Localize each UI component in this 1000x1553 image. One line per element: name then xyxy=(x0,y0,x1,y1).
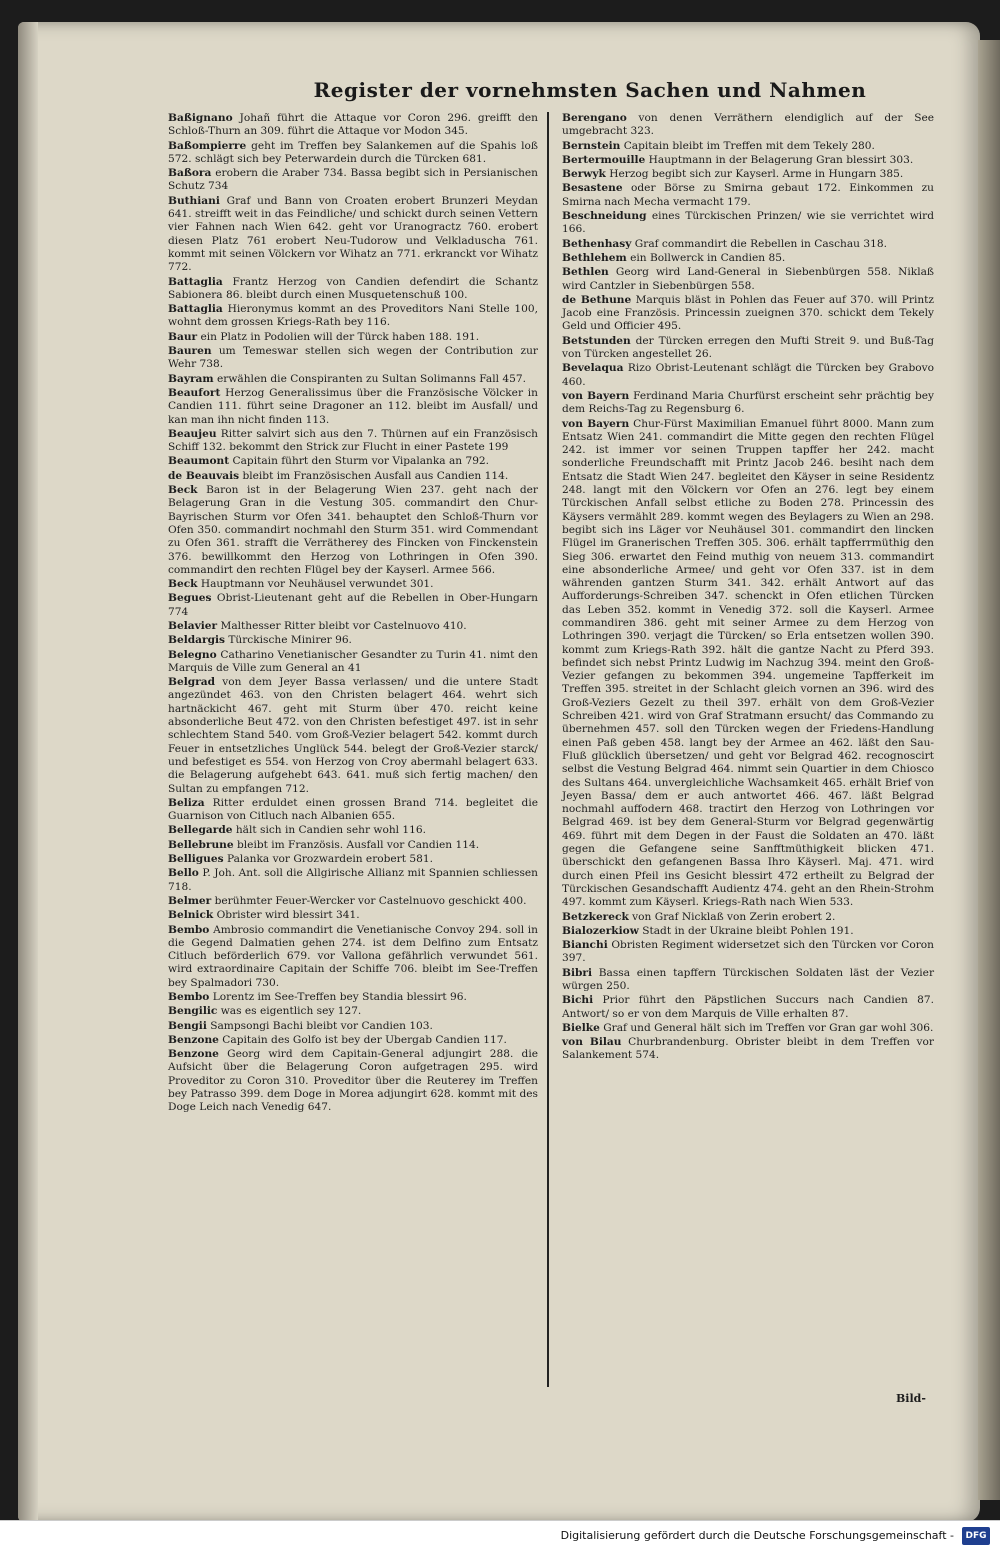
footer-text: Digitalisierung gefördert durch die Deutsche Forschungsgemeinschaft - xyxy=(560,1529,954,1542)
catchword: Bild- xyxy=(896,1392,926,1405)
index-entry-headword: Bernstein xyxy=(562,139,621,152)
index-entry-text: was es eigentlich sey 127. xyxy=(220,1005,362,1018)
index-entry-headword: Bembo xyxy=(168,923,210,936)
index-entry xyxy=(562,252,934,265)
index-entry xyxy=(562,911,934,924)
index-entry-text: Türckische Minirer 96. xyxy=(228,634,352,647)
index-entry-text: Chur-Fürst Maximilian Emanuel führt 8000. Mann zum Entsatz Wien 241. commandirt die Mitte gegen den rechten Flügel 242. ist immer vor seinen Truppen tapffer her 242. macht sonderliche Freundschafft mit Printz Jacob 246. besiht nach dem Entsatz die Stadt Wien 247. begleitet den Käyser in seine Residentz 248. langt mit den Völckern vor Ofen an 276. legt bey einem Türckischen Anfall selbst etliche zu Boden 278. Princessin des Käysers vermählt 289. kommt wegen des Beylagers zu Wien an 298. begibt sich ins Läger vor Neuhäusel 301. commandirt den lincken Flügel im Granerischen Treffen 305. 306. erhält tapfferrmüthig den Sieg 306. erwartet den Feind muthig von neuem 313. commandirt eine absonderliche Armee/ und geht vor Ofen 337. ist in dem währenden gantzen Sturm 341. 342. erhält Antwort auf das Aufforderungs-Schreiben 347. schenckt in Ofen etlichen Türcken das Leben 352. kommt in Venedig 372. soll die Kayserl. Armee commandiren 386. geht mit seiner Armee zu dem Herzog von Lothringen 390. verjagt die Türcken/ so Erla entsetzen wollen 390. kommt zum Kriegs-Rath 392. hält die gantze Nacht zu Pferd 393. befindet sich nebst Printz Ludwig im Nachzug 394. meint den Groß-Vezier gefangen zu bekommen 394. ungemeine Tapfferkeit im Treffen 395. streitet in der Schlacht gleich vornen an 396. wird des Groß-Veziers Gezelt zu theil 397. erhält von dem Groß-Vezier Schreiben 421. wird von Graf Stratmann ersucht/ das Commando zu übernehmen 457. soll den Türcken wegen der Friedens-Handlung einen Paß geben 458. langt bey der Armee an 462. läßt den Sau-Fluß glücklich übersetzen/ und geht vor Belgrad 462. recognoscirt selbst die Vestung Belgrad 464. nimmt sein Quartier in dem Chiosco des Sultans 464. unvergleichliche Wachsamkeit 465. erhält Brief von Jeyen Bassa/ dem er auch antwortet 466. 467. läßt Belgrad nochmahl auffodern 468. tractirt den Herzog von Lothringen vor Belgrad 469. ist bey dem General-Sturm vor Belgrad gegenwärtig 469. führt mit dem Degen in der Faust die Soldaten an 470. läßt gegen die Gefangene seine Sanfftmüthigkeit blicken 471. überschickt den gefangenen Bassa Ihro Käyserl. Maj. 471. wird durch einen Pfeil ins Gesicht blessirt 472 ertheilt zu Belgrad der Türckischen Gesandschafft Audientz 474. geht an den Rhein-Strohm 497. kommt zum Käyserl. Kriegs-Rath nach Wien 533. xyxy=(562,417,934,909)
index-entry-text: Churbrandenburg. Obrister bleibt in dem Treffen vor Salankement 574. xyxy=(562,1036,934,1062)
index-entry-text: Catharino Venetianischer Gesandter zu Turin 41. nimt den Marquis de Ville zum General an 41 xyxy=(168,648,539,674)
index-entry-headword: Begues xyxy=(168,592,212,605)
index-entry-headword: Beschneidung xyxy=(562,210,647,223)
page-gutter xyxy=(18,22,38,1522)
index-entry-text: Graf und Bann von Croaten erobert Brunzeri Meydan 641. streifft weit in das Feindliche/ und schickt durch seinen Vettern vier Fahnen nach Wien 642. geht vor Uranogractz 760. erobert diesen Platz 761 erobert Neu-Tudorow und Velkladuscha 761. kommt mit seinen Völckern vor Wihatz an 771. erkranckt vor Wihatz 772. xyxy=(168,194,539,274)
index-entry xyxy=(168,484,538,577)
index-entry-text: um Temeswar stellen sich wegen der Contribution zur Wehr 738. xyxy=(168,345,538,371)
index-entry xyxy=(562,967,934,994)
index-entry xyxy=(168,676,538,796)
index-entry xyxy=(562,112,934,139)
index-entry-text: Ferdinand Maria Churfürst erscheint sehr prächtig bey dem Reichs-Tag zu Regensburg 6. xyxy=(562,389,934,416)
index-entry-text: Capitain bleibt im Treffen mit dem Tekely 280. xyxy=(623,139,875,152)
index-entry-text: Prior führt den Päpstlichen Succurs nach Candien 87. Antwort/ so er von dem Marquis de Ville erhalten 87. xyxy=(562,994,934,1020)
index-entry-text: oder Börse zu Smirna gebaut 172. Einkommen zu Smirna nach Mecha vermacht 179. xyxy=(562,182,934,208)
index-entry-text: Ambrosio commandirt die Venetianische Convoy 294. soll in die Gegend Dalmatien gehen 274. ist dem Delfino zum Entsatz Citluch beförderlich 679. vor Vallona gefährlich verwundet 561. wird extraordinaire Capitain der Schiffe 706. bleibt im See-Treffen bey Spalmadori 730. xyxy=(168,923,538,989)
index-entry xyxy=(562,390,934,417)
index-column-left xyxy=(168,112,538,1116)
index-entry xyxy=(562,418,934,910)
index-entry xyxy=(562,168,934,181)
index-entry-text: Marquis bläst in Pohlen das Feuer auf 370. will Printz Jacob eine Französis. Princessin zueignen 370. schickt dem Tekely Geld und Officier 495. xyxy=(562,293,934,333)
index-entry xyxy=(168,112,538,139)
index-entry-text: Herzog begibt sich zur Kayserl. Arme in Hungarn 385. xyxy=(609,168,904,181)
index-entry-text: eines Türckischen Prinzen/ wie sie verrichtet wird 166. xyxy=(562,210,934,236)
index-entry-headword: Bialozerkiow xyxy=(562,924,639,937)
index-entry-headword: Baßora xyxy=(168,167,212,180)
page-header-text: Register der vornehmsten Sachen und Nahmen xyxy=(313,78,867,102)
index-entry xyxy=(168,839,538,852)
index-entry xyxy=(168,1005,538,1018)
index-entry-headword: de Beauvais xyxy=(168,469,240,482)
index-entry xyxy=(168,620,538,633)
dfg-logo: DFG xyxy=(962,1527,990,1545)
index-entry-headword: Beliza xyxy=(168,796,205,809)
index-entry-text: Capitain führt den Sturm vor Vipalanka an 792. xyxy=(232,455,490,468)
index-entry-headword: Bethlehem xyxy=(562,251,627,264)
index-entry-headword: Belnick xyxy=(168,909,214,922)
index-entry-headword: Battaglia xyxy=(168,275,223,288)
index-entry-headword: von Bayern xyxy=(562,417,630,430)
index-entry-text: bleibt im Französis. Ausfall vor Candien 114. xyxy=(237,838,480,851)
index-entry-text: Obristen Regiment widersetzet sich den Türcken vor Coron 397. xyxy=(562,939,934,965)
index-column-right xyxy=(562,112,934,1064)
index-entry-headword: Baßompierre xyxy=(168,139,247,152)
page-header xyxy=(0,78,1000,102)
index-entry xyxy=(168,924,538,990)
index-entry-headword: Berengano xyxy=(562,112,627,124)
index-entry-headword: Bielke xyxy=(562,1021,600,1034)
index-entry-text: erwählen die Conspiranten zu Sultan Solimanns Fall 457. xyxy=(217,372,526,385)
index-entry-headword: von Bayern xyxy=(562,389,630,402)
index-entry xyxy=(168,276,538,303)
index-entry-headword: Beldargis xyxy=(168,634,225,647)
index-entry-text: von denen Verräthern elendiglich auf der See umgebracht 323. xyxy=(562,112,934,138)
index-entry xyxy=(168,649,538,676)
index-entry xyxy=(562,1022,934,1035)
index-entry xyxy=(168,387,538,427)
index-entry-headword: Betzkereck xyxy=(562,910,629,923)
index-entry xyxy=(168,167,538,194)
index-entry-text: Obrister wird blessirt 341. xyxy=(216,909,360,922)
index-entry-text: Frantz Herzog von Candien defendirt die Schantz Sabionera 86. bleibt durch einen Musquetenschuß 100. xyxy=(168,275,538,301)
page-edge xyxy=(978,40,1000,1500)
index-entry-headword: Besastene xyxy=(562,182,623,195)
index-entry-headword: Bellebrune xyxy=(168,838,234,851)
index-entry-text: erobern die Araber 734. Bassa begibt sich in Persianischen Schutz 734 xyxy=(168,167,538,193)
index-entry xyxy=(168,195,538,275)
index-entry-text: Capitain des Golfo ist bey der Ubergab Candien 117. xyxy=(222,1033,507,1046)
index-entry-headword: Buthiani xyxy=(168,194,220,207)
index-entry-headword: Bengii xyxy=(168,1019,207,1032)
index-entry-text: Baron ist in der Belagerung Wien 237. geht nach der Belagerung Gran in die Vestung 305. commandirt den Chur-Bayrischen Sturm vor Ofen 341. behauptet den Schloß-Thurn vor Ofen 350. commandirt nochmahl den Sturm 351. wird Commendant zu Ofen 361. strafft die Verrätherey des Fincken von Finckenstein 376. bewillkommt den Herzog von Lothringen in Ofen 390. commandirt den rechten Flügel bey der Kayserl. Armee 566. xyxy=(168,484,538,576)
index-entry-text: Rizo Obrist-Leutenant schlägt die Türcken bey Grabovo 460. xyxy=(562,362,935,388)
index-entry xyxy=(562,335,934,362)
index-entry xyxy=(168,578,538,591)
index-entry-headword: Belmer xyxy=(168,894,212,907)
index-entry xyxy=(168,1048,538,1114)
index-entry xyxy=(168,1020,538,1033)
index-entry xyxy=(168,345,538,372)
index-entry-headword: Baßignano xyxy=(168,112,233,124)
column-divider xyxy=(547,112,549,1387)
index-entry-text: von Graf Nicklaß von Zerin erobert 2. xyxy=(632,910,836,923)
index-entry xyxy=(562,994,934,1021)
index-entry xyxy=(168,455,538,468)
index-entry xyxy=(168,470,538,483)
index-entry xyxy=(168,592,538,619)
index-entry-headword: Beaujeu xyxy=(168,427,217,440)
index-entry-text: P. Joh. Ant. soll die Allgirische Allianz mit Spannien schliessen 718. xyxy=(168,867,538,893)
index-entry xyxy=(562,154,934,167)
index-entry-headword: Belegno xyxy=(168,648,217,661)
index-entry xyxy=(168,797,538,824)
index-entry xyxy=(562,294,934,334)
index-entry-text: Ritter salvirt sich aus den 7. Thürnen auf ein Französisch Schiff 132. bekommt den Strick zur Flucht in einer Pastete 199 xyxy=(168,427,538,454)
index-entry-headword: Beck xyxy=(168,484,198,497)
index-entry-text: berühmter Feuer-Wercker vor Castelnuovo geschickt 400. xyxy=(214,894,527,907)
index-entry xyxy=(168,140,538,167)
index-entry-headword: Beaumont xyxy=(168,455,230,468)
index-entry-text: Herzog Generalissimus über die Französische Völcker in Candien 111. führt seine Dragoner an 112. bleibt im Ausfall/ und kan man ihn nicht finden 113. xyxy=(168,386,538,426)
index-entry-text: der Türcken erregen den Mufti Streit 9. und Buß-Tag von Türcken angestellet 26. xyxy=(562,334,934,361)
index-entry-headword: Bianchi xyxy=(562,939,608,952)
index-entry-headword: Bichi xyxy=(562,994,594,1007)
index-entry-headword: Berwyk xyxy=(562,168,606,181)
index-entry xyxy=(168,824,538,837)
index-entry xyxy=(562,925,934,938)
index-entry-text: Hieronymus kommt an des Proveditors Nani Stelle 100, wohnt dem grossen Kriegs-Rath bey 116. xyxy=(168,303,539,329)
index-entry-headword: von Bilau xyxy=(562,1036,622,1049)
index-entry xyxy=(562,210,934,237)
index-entry-text: Lorentz im See-Treffen bey Standia blessirt 96. xyxy=(212,991,467,1003)
index-entry-text: Hauptmann vor Neuhäusel verwundet 301. xyxy=(200,578,434,591)
index-entry-headword: Bello xyxy=(168,867,199,880)
index-entry xyxy=(168,373,538,386)
index-entry-text: Palanka vor Grozwardein erobert 581. xyxy=(226,853,433,866)
index-entry-headword: Bibri xyxy=(562,966,592,979)
index-entry xyxy=(168,895,538,908)
index-entry xyxy=(168,1034,538,1047)
index-entry xyxy=(168,991,538,1004)
index-entry xyxy=(168,428,538,455)
index-entry xyxy=(562,238,934,251)
index-entry xyxy=(562,182,934,209)
index-entry-headword: Bauren xyxy=(168,345,212,358)
index-entry-headword: Bethenhasy xyxy=(562,237,632,250)
index-entry-text: Graf commandirt die Rebellen in Caschau 318. xyxy=(634,237,887,250)
index-entry-headword: Bethlen xyxy=(562,266,609,279)
index-entry-text: bleibt im Französischen Ausfall aus Candien 114. xyxy=(242,469,509,482)
index-entry-headword: Benzone xyxy=(168,1033,219,1046)
index-entry-headword: Beaufort xyxy=(168,386,221,399)
index-entry xyxy=(168,634,538,647)
index-entry-headword: Bayram xyxy=(168,372,214,385)
index-entry-text: Sampsongi Bachi bleibt vor Candien 103. xyxy=(210,1019,433,1032)
index-entry xyxy=(168,331,538,344)
index-entry xyxy=(562,362,934,389)
footer-bar xyxy=(0,1520,1000,1553)
index-entry-text: Ritter erduldet einen grossen Brand 714. begleitet die Guarnison von Citluch nach Albanien 655. xyxy=(168,796,538,823)
index-entry-text: ein Platz in Podolien will der Türck haben 188. 191. xyxy=(200,330,480,343)
index-entry-text: Bassa einen tapffern Türckischen Soldaten läst der Vezier würgen 250. xyxy=(562,966,935,992)
index-entry xyxy=(168,867,538,894)
index-entry-text: Johañ führt die Attaque vor Coron 296. greifft den Schloß-Thurn an 309. führt die Attaque vor Modon 345. xyxy=(168,112,538,138)
index-entry-text: ein Bollwerck in Candien 85. xyxy=(630,251,786,264)
index-entry-headword: Bengilic xyxy=(168,1005,218,1018)
index-entry xyxy=(562,1036,934,1063)
index-entry-headword: Bertermouille xyxy=(562,153,646,166)
index-entry-text: hält sich in Candien sehr wohl 116. xyxy=(235,824,426,837)
index-entry-headword: Belavier xyxy=(168,619,218,632)
index-entry xyxy=(562,140,934,153)
index-entry-headword: Belgrad xyxy=(168,676,215,689)
index-entry-text: Hauptmann in der Belagerung Gran blessirt 303. xyxy=(648,153,914,166)
index-entry-headword: Betstunden xyxy=(562,334,631,347)
index-entry-headword: Bembo xyxy=(168,991,210,1003)
index-entry-headword: Bellegarde xyxy=(168,824,233,837)
index-entry-headword: Benzone xyxy=(168,1048,219,1061)
index-entry-text: geht im Treffen bey Salankemen auf die Spahis loß 572. schlägt sich bey Peterwardein durch die Türcken 681. xyxy=(168,139,539,165)
index-entry-headword: Belligues xyxy=(168,853,224,866)
index-entry xyxy=(168,853,538,866)
index-entry-headword: Beck xyxy=(168,578,198,591)
index-entry-headword: Bevelaqua xyxy=(562,362,624,375)
index-entry-headword: de Bethune xyxy=(562,293,632,306)
index-entry xyxy=(168,909,538,922)
index-entry-text: Georg wird Land-General in Siebenbürgen 558. Niklaß wird Cantzler in Siebenbürgen 558. xyxy=(562,266,934,292)
index-entry xyxy=(562,266,934,293)
index-entry-text: Stadt in der Ukraine bleibt Pohlen 191. xyxy=(642,924,854,937)
index-entry xyxy=(562,939,934,966)
index-entry-text: Obrist-Lieutenant geht auf die Rebellen in Ober-Hungarn 774 xyxy=(168,592,538,618)
index-entry-text: von dem Jeyer Bassa verlassen/ und die untere Stadt angezündet 463. von den Christen belagert 464. wehrt sich hartnäckicht 467. geht mit Sturm über 470. reicht keine absonderliche Beut 472. von den Christen befestiget 497. ist in sehr schlechtem Stand 540. vom Groß-Vezier belagert 542. kommt durch Feuer in entsetzliches Unglück 544. belegt der Groß-Vezier starck/ und befestiget es 554. von Herzog von Croy abermahl belagert 633. die Belagerung aufgehebt 643. 641. muß sich fertig machen/ den Sultan zu empfangen 712. xyxy=(168,676,538,795)
index-entry-headword: Baur xyxy=(168,330,198,343)
index-entry xyxy=(168,303,538,330)
index-entry-headword: Battaglia xyxy=(168,303,223,316)
index-entry-text: Malthesser Ritter bleibt vor Castelnuovo 410. xyxy=(220,619,467,632)
index-entry-text: Graf und General hält sich im Treffen vor Gran gar wohl 306. xyxy=(603,1021,934,1034)
index-entry-text: Georg wird dem Capitain-General adjungirt 288. die Aufsicht über die Belagerung Coron aufgetragen 295. wird Proveditor zu Coron 310. Proveditor über die Reuterey im Treffen bey Patrasso 399. dem Doge in Morea adjungirt 628. kommt mit des Doge Leich nach Venedig 647. xyxy=(168,1048,538,1114)
